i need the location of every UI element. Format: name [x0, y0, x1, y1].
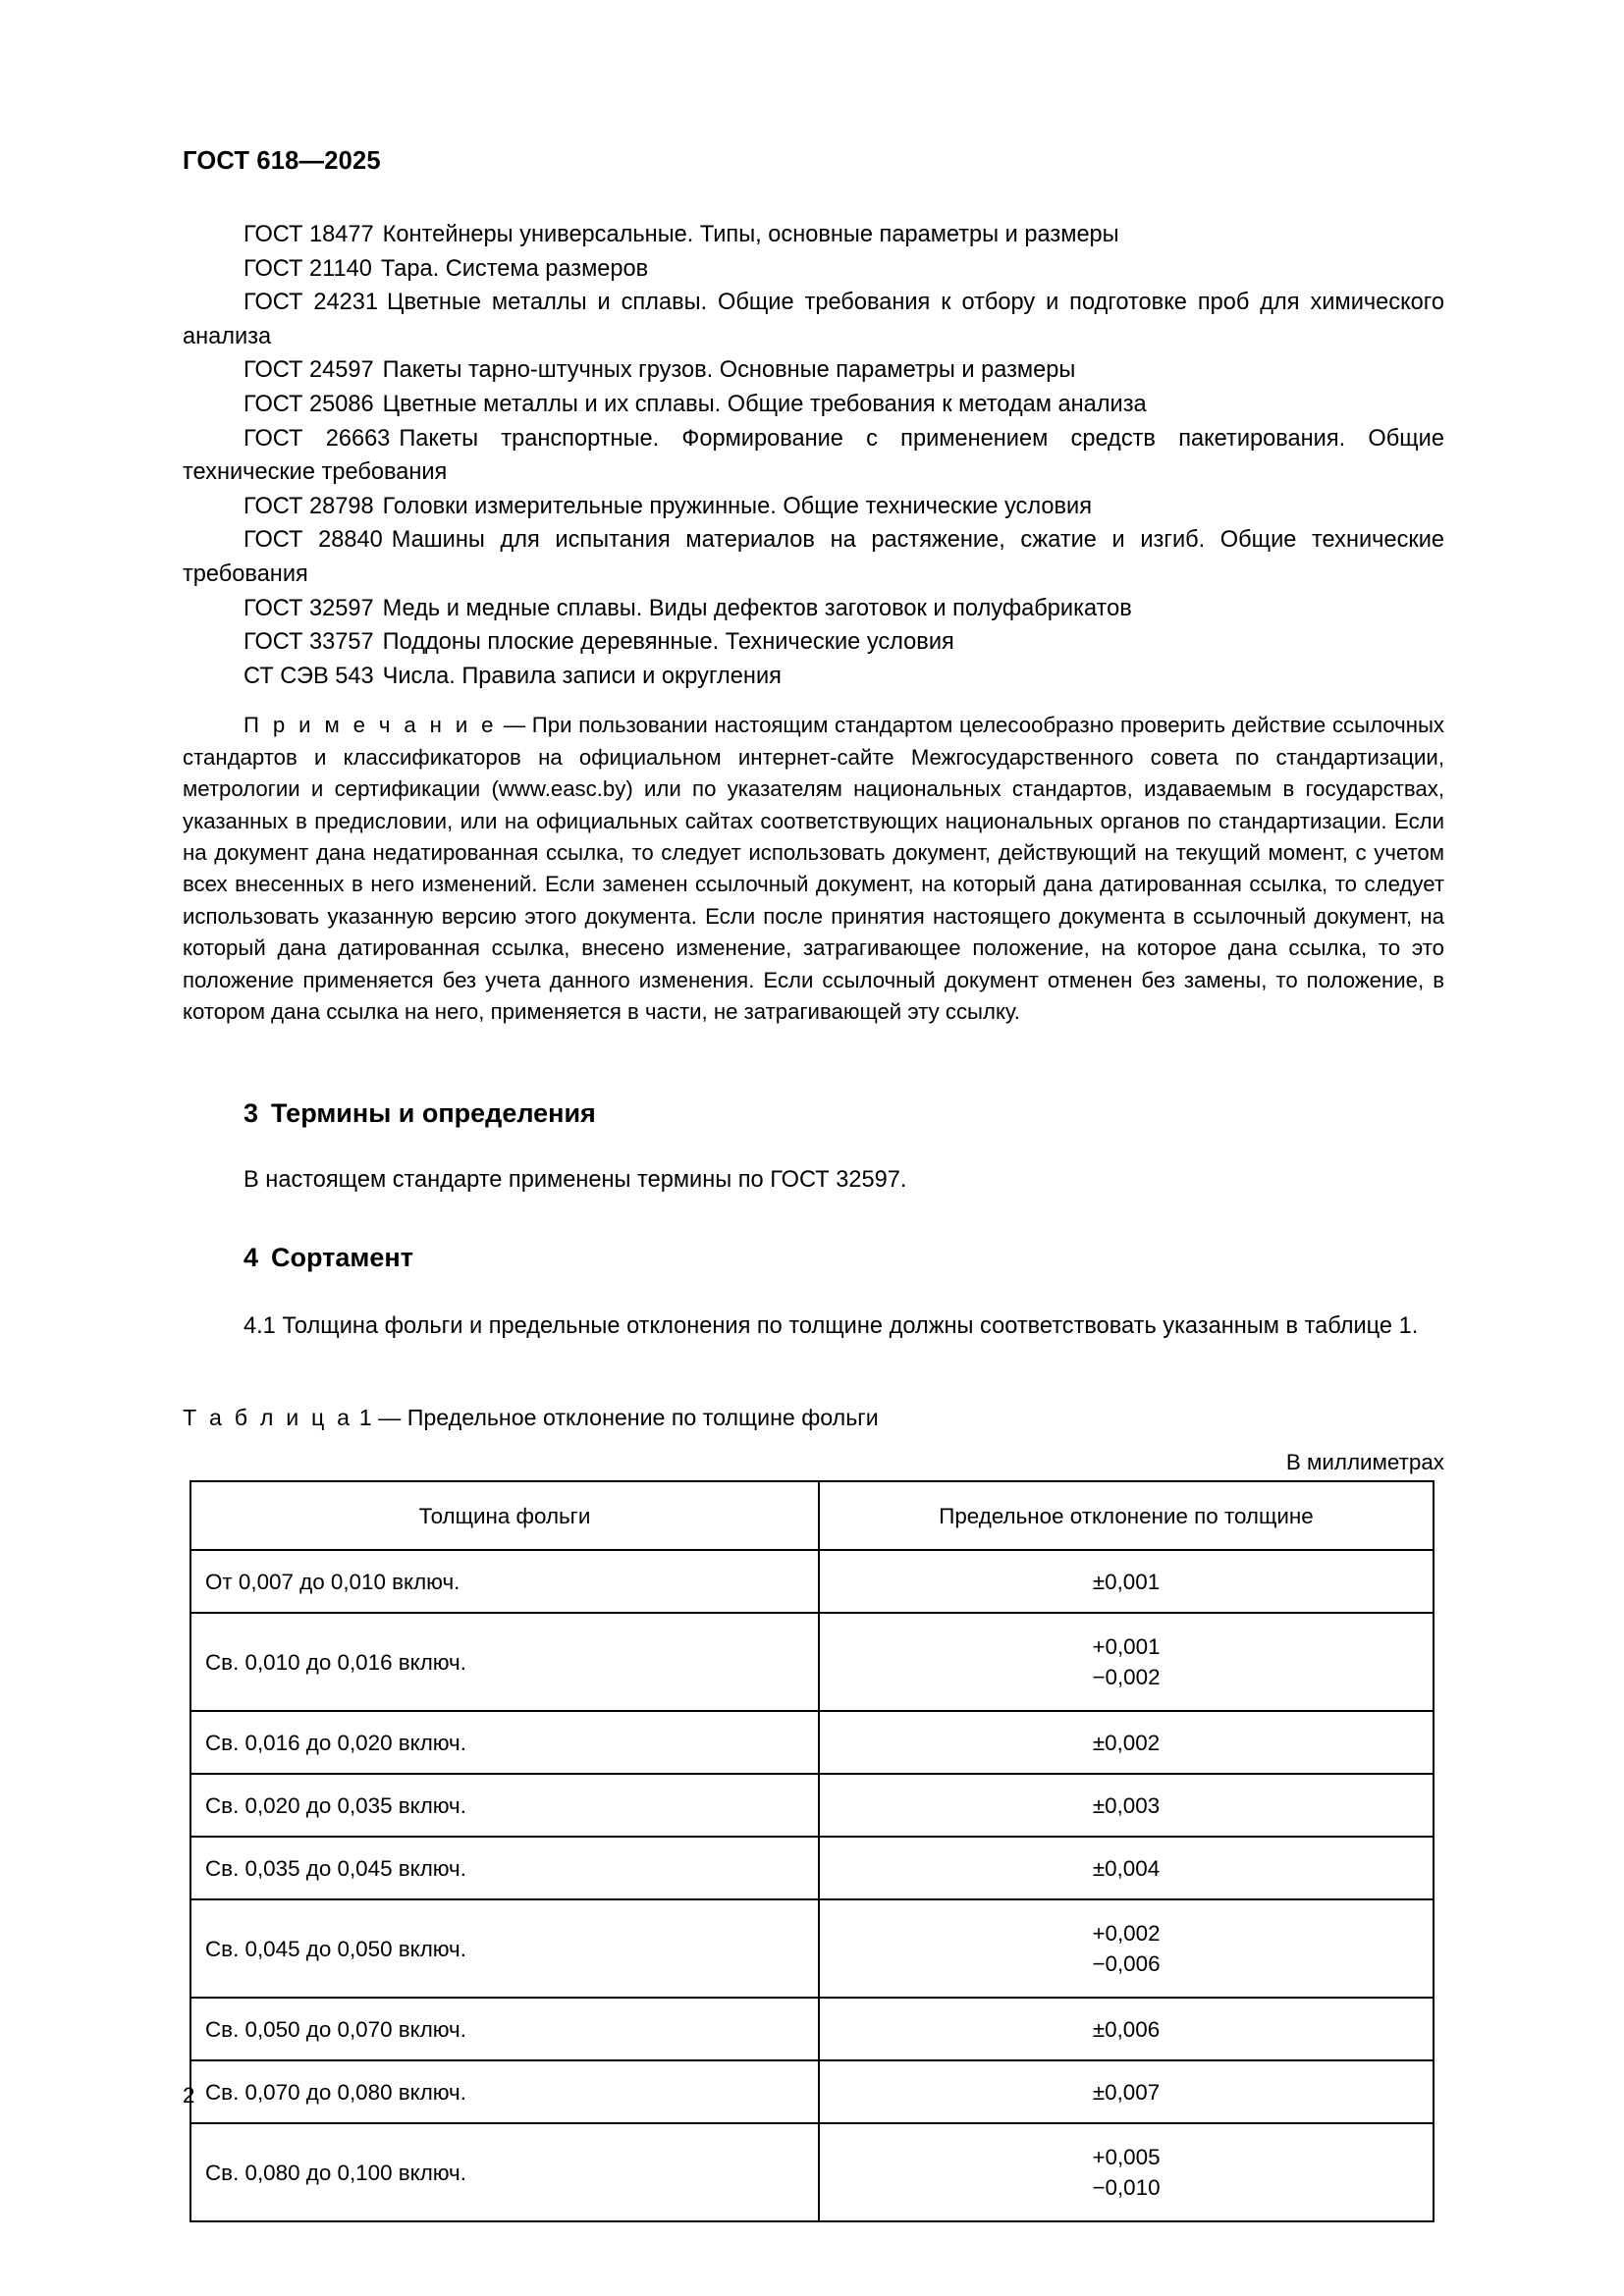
reference-title: Поддоны плоские деревянные. Технические условия [382, 629, 954, 656]
reference-title: Машины для испытания материалов на растяжение, сжатие и изгиб. Общие технические требования [183, 527, 1444, 587]
cell-deviation [819, 1613, 1434, 1711]
cell-deviation: ±0,006 [819, 1998, 1434, 2060]
reference-code: ГОСТ 24231 [244, 290, 378, 316]
cell-thickness: Св. 0,050 до 0,070 включ. [190, 1998, 819, 2060]
normative-reference-item [183, 286, 1444, 353]
reference-code: ГОСТ 21140 [244, 255, 372, 282]
cell-thickness: Св. 0,035 до 0,045 включ. [190, 1837, 819, 1899]
normative-references-block [183, 218, 1444, 1028]
table-row [190, 2060, 1434, 2123]
normative-reference-item [183, 218, 1444, 252]
deviation-line: −0,006 [1092, 1951, 1161, 1976]
cell-thickness: Св. 0,020 до 0,035 включ. [190, 1774, 819, 1837]
cell-thickness: Св. 0,010 до 0,016 включ. [190, 1613, 819, 1711]
cell-deviation: ±0,001 [819, 1550, 1434, 1613]
reference-title: Пакеты транспортные. Формирование с применением средств пакетирования. Общие технические требования [183, 425, 1444, 486]
section-number: 4 [244, 1243, 259, 1272]
reference-title: Пакеты тарно-штучных грузов. Основные параметры и размеры [382, 357, 1076, 384]
section-title: Сортамент [271, 1243, 413, 1272]
normative-reference-item [183, 592, 1444, 626]
section-heading-assortment [244, 1242, 413, 1273]
cell-thickness: Св. 0,080 до 0,100 включ. [190, 2123, 819, 2221]
note-paragraph [183, 710, 1444, 1028]
note-dash: — [503, 713, 526, 738]
reference-title: Цветные металлы и их сплавы. Общие требования к методам анализа [382, 391, 1147, 417]
table-row [190, 2123, 1434, 2221]
cell-deviation [819, 2123, 1434, 2221]
deviation-line: +0,005 [1092, 2145, 1161, 2169]
cell-thickness: Св. 0,016 до 0,020 включ. [190, 1711, 819, 1774]
table-row [190, 1711, 1434, 1774]
column-header-deviation: Предельное отклонение по толщине [819, 1481, 1434, 1550]
reference-title: Медь и медные сплавы. Виды дефектов заготовок и полуфабрикатов [382, 595, 1132, 621]
reference-title: Тара. Система размеров [380, 255, 649, 282]
section-heading-terms [244, 1097, 596, 1129]
cell-thickness: Св. 0,045 до 0,050 включ. [190, 1899, 819, 1998]
table-row [190, 1998, 1434, 2060]
reference-code: ГОСТ 33757 [244, 629, 374, 656]
column-header-thickness: Толщина фольги [190, 1481, 819, 1550]
deviation-line: −0,002 [1092, 1665, 1161, 1689]
table-units-label: В миллиметрах [1285, 1450, 1444, 1474]
table-caption-number: 1 [358, 1405, 372, 1430]
reference-title: Числа. Правила записи и округления [382, 663, 782, 689]
reference-title: Головки измерительные пружинные. Общие технические условия [382, 493, 1092, 519]
normative-reference-item [183, 252, 1444, 287]
deviation-line: −0,010 [1092, 2175, 1161, 2200]
normative-reference-item [183, 490, 1444, 524]
normative-reference-item [183, 523, 1444, 591]
table-caption [183, 1402, 879, 1433]
cell-deviation: ±0,003 [819, 1774, 1434, 1837]
cell-deviation: ±0,004 [819, 1837, 1434, 1899]
table-row [190, 1837, 1434, 1899]
section-title: Термины и определения [271, 1098, 596, 1128]
page-number: 2 [183, 2083, 195, 2108]
cell-deviation [819, 1899, 1434, 1998]
table-row [190, 1899, 1434, 1998]
reference-title: Контейнеры универсальные. Типы, основные параметры и размеры [382, 222, 1119, 247]
thickness-tolerance-table [189, 1480, 1435, 2222]
normative-reference-item [183, 422, 1444, 490]
note-label: П р и м е ч а н и е [244, 713, 498, 738]
reference-code: СТ СЭВ 543 [244, 663, 374, 689]
note-text: При пользовании настоящим стандартом целесообразно проверить действие ссылочных стандартов и классификаторов на официальном интернет-сайте Межгосударственного совета по стандартизации, метрологии и сертификации (www.easc.by) или по указателям национальных стандартов, издаваемым в государствах, указанных в предисловии, или на официальных сайтах соответствующих национальных органов по стандартизации. Если на документ дана недатированная ссылка, то следует использовать документ, действующий на текущий момент, с учетом всех внесенных в него изменений. Если заменен ссылочный документ, на который дана датированная ссылка, то следует использовать указанную версию этого документа. Если после принятия настоящего документа в ссылочный документ, на который дана датированная ссылка, внесено изменение, затрагивающее положение, на которое дана ссылка, то это положение применяется без учета данного изменения. Если ссылочный документ отменен без замены, то положение, в котором дана ссылка на него, применяется в части, не затрагивающей эту ссылку. [183, 713, 1445, 1024]
deviation-line: +0,002 [1092, 1921, 1161, 1946]
cell-deviation: ±0,007 [819, 2060, 1434, 2123]
reference-code: ГОСТ 28798 [244, 493, 374, 519]
reference-code: ГОСТ 28840 [244, 527, 383, 554]
reference-code: ГОСТ 32597 [244, 595, 374, 621]
reference-code: ГОСТ 25086 [244, 391, 374, 417]
section-number: 3 [244, 1098, 259, 1128]
cell-thickness: Св. 0,070 до 0,080 включ. [190, 2060, 819, 2123]
table-row [190, 1550, 1434, 1613]
table-header-row [190, 1481, 1434, 1550]
normative-reference-item [183, 660, 1444, 694]
running-head: ГОСТ 618—2025 [183, 147, 381, 175]
normative-reference-item [183, 388, 1444, 422]
table-row [190, 1613, 1434, 1711]
assortment-paragraph: 4.1 Толщина фольги и предельные отклонения по толщине должны соответствовать указанным в таблице 1. [244, 1313, 1419, 1339]
cell-deviation: ±0,002 [819, 1711, 1434, 1774]
terms-paragraph: В настоящем стандарте применены термины по ГОСТ 32597. [244, 1167, 907, 1193]
table-row [190, 1774, 1434, 1837]
table-caption-label: Т а б л и ц а [183, 1405, 353, 1430]
table-caption-title: Предельное отклонение по толщине фольги [406, 1405, 879, 1430]
reference-title: Цветные металлы и сплавы. Общие требования к отбору и подготовке проб для химического анализа [183, 290, 1445, 349]
reference-code: ГОСТ 26663 [244, 425, 391, 452]
reference-code: ГОСТ 24597 [244, 357, 374, 384]
normative-reference-item [183, 353, 1444, 388]
cell-thickness: От 0,007 до 0,010 включ. [190, 1550, 819, 1613]
reference-code: ГОСТ 18477 [244, 222, 374, 247]
table-head [190, 1481, 1434, 1550]
deviation-line: +0,001 [1092, 1634, 1161, 1659]
table-body [190, 1550, 1434, 2221]
normative-reference-item [183, 625, 1444, 660]
normative-references-list [183, 218, 1444, 693]
table-caption-dash: — [378, 1405, 402, 1430]
